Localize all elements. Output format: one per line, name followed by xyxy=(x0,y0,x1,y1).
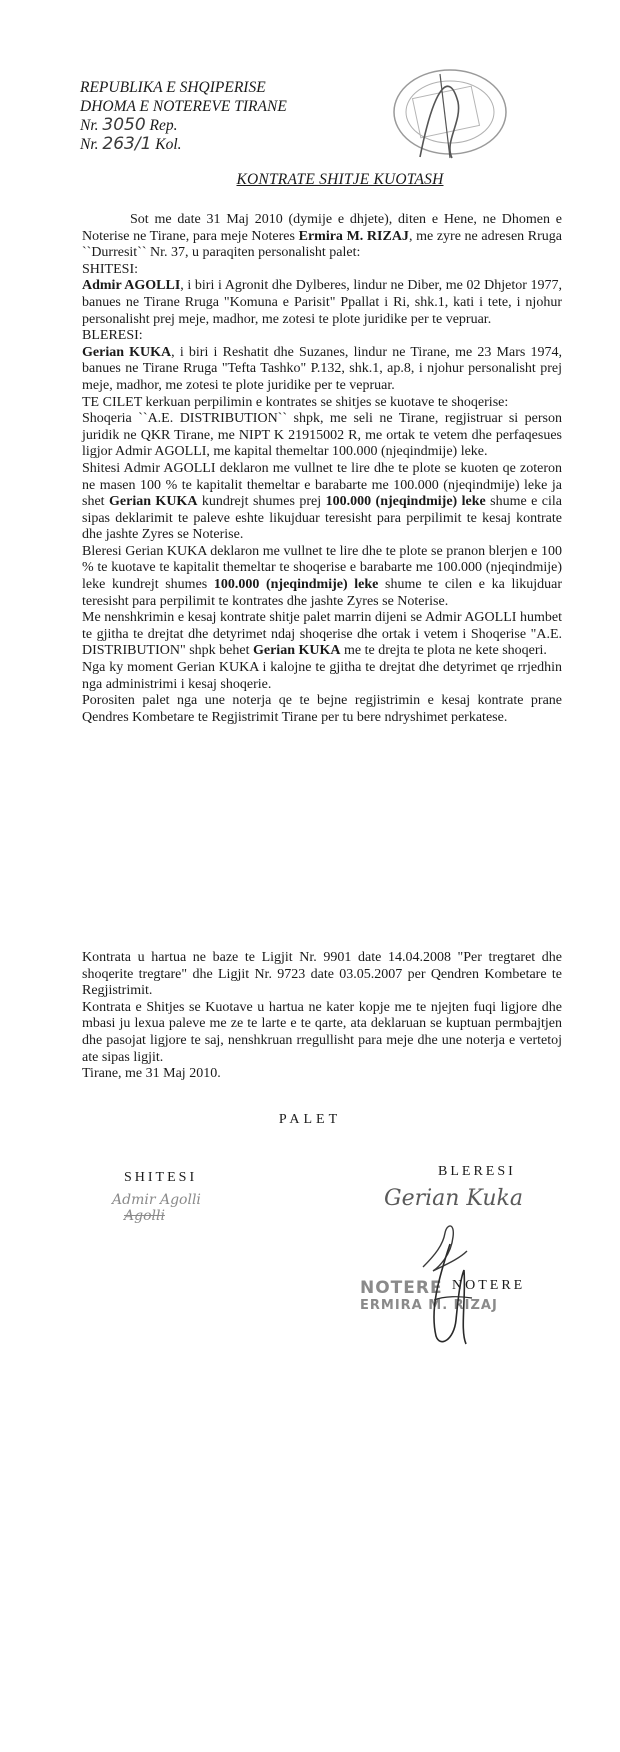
buyer-decl-b: shume te cilen e ka likujduar teresisht para perpilimit te kontrates dhe jashte Zyres se Noterise. xyxy=(82,577,562,609)
contract-closing xyxy=(82,950,562,1083)
seller-details: , i biri i Agronit dhe Dylberes, lindur ne Diber, me 02 Dhjetor 1977, banues ne Tirane Rruga "Komuna e Parisit" Ppallat i Ri, shk.1, kati i tete, i njohur personalisht prej meje, madhor, me zotesi te plote juridike per te vepruar. xyxy=(82,278,562,327)
notary-name: Ermira M. RIZAJ xyxy=(298,228,409,244)
buyer-decl-amount: 100.000 (njeqindmije) leke xyxy=(213,577,379,593)
notary-stamp-name: ERMIRA M. RIZAJ xyxy=(360,1298,498,1313)
header-rep-line xyxy=(80,116,287,135)
intro-text-a: Sot me date 31 Maj 2010 (dymije e dhjete), diten e Hene, ne Dhomen e Noterise ne Tirane, para meje Noteres xyxy=(82,212,562,244)
notary-round-stamp xyxy=(380,62,510,162)
contract-body xyxy=(82,212,562,726)
copies-paragraph: Kontrata e Shitjes se Kuotave u hartua ne kater kopje me te njejten fuqi ligjore dhe mbasi ju lexua paleve me ze te larte e te qarte, ata deklaruan se kuptuan permbajtjen dhe pasojat ligjore te saj, nenshkruan rregullisht para meje dhe une noterja e vertetoj ate sipas ligjit. xyxy=(82,999,562,1065)
buyer-heading: BLERESI: xyxy=(82,328,143,344)
notary-stamp-title: NOTERE xyxy=(360,1278,443,1298)
intro-paragraph xyxy=(82,212,562,262)
notary-signature-icon xyxy=(420,1240,490,1350)
document-header xyxy=(80,78,287,154)
header-republic: REPUBLIKA E SHQIPERISE xyxy=(80,79,266,96)
kol-label: Kol. xyxy=(155,136,182,153)
company-paragraph: Shoqeria ``A.E. DISTRIBUTION`` shpk, me seli ne Tirane, regjistruar si person juridik ne QKR Tirane, me NIPT K 21915002 R, me ortak te vetem dhe perfaqesues ligjor Admir AGOLLI, me kapital themeltar 100.000 (njeqindmije) leke. xyxy=(82,411,562,460)
header-chamber: DHOMA E NOTEREVE TIRANE xyxy=(80,98,287,115)
buyer-label: BLERESI xyxy=(438,1164,516,1179)
notary-label: NOTERE xyxy=(452,1278,526,1293)
kol-number: 263/1 xyxy=(102,134,152,154)
buyer-paragraph xyxy=(82,345,562,395)
buyer-name: Gerian KUKA xyxy=(82,344,172,360)
rep-label: Rep. xyxy=(149,117,178,134)
signing-b: me te drejta te plota ne kete shoqeri. xyxy=(340,643,547,659)
seller-paragraph xyxy=(82,278,562,328)
contract-title: KONTRATE SHITJE KUOTASH xyxy=(236,171,444,188)
buyer-declaration xyxy=(82,544,562,610)
parties-heading: PALET xyxy=(278,1112,342,1127)
intro-text-b: , me zyre ne adresen Rruga ``Durresit`` Nr. 37, u paraqiten personalisht palet: xyxy=(82,228,563,261)
seller-signature-1: Admir Agolli xyxy=(112,1192,201,1208)
seller-signature xyxy=(112,1192,201,1224)
seller-decl-b: kundrejt shumes prej xyxy=(197,494,326,510)
seller-decl-a: Shitesi Admir AGOLLI deklaron me vullnet te lire dhe te plote se kuoten qe zoteron ne masen 100 % te kapitalit themeltar e barabarte me 100.000 (njeqindmije) leke ja shet xyxy=(82,460,562,510)
contract-title-wrap xyxy=(0,171,620,189)
signing-paragraph xyxy=(82,610,562,660)
seller-decl-c: shume e cila sipas deklarimit te paleve eshte likujduar teresisht para perpilimit te kesaj kontrate dhe jashte Zyres se Noterise. xyxy=(82,494,563,543)
signing-a: Me nenshkrimin e kesaj kontrate shitje palet marrin dijeni se Admir AGOLLI humbet te gjitha te drejtat dhe detyrimet ndaj shoqerise dhe ortak i vetem i Shoqerise "A.E. DISTRIBUTION" shpk behet xyxy=(82,610,562,659)
nr-label-2: Nr. xyxy=(80,136,99,153)
seller-decl-amount: 100.000 (njeqindmije) leke xyxy=(325,494,486,510)
parties-request: TE CILET kerkuan perpilimin e kontrates se shitjes se kuotave te shoqerise: xyxy=(82,394,509,410)
buyer-details: , i biri i Reshatit dhe Suzanes, lindur ne Tirane, me 23 Mars 1974, banues ne Tirane Rruga "Tefta Tashko" P.132, shk.1, ap.8, i njohur personalisht prej meje, madhor, me zotesi te plote juridike per te vepruar. xyxy=(82,344,562,393)
seller-declaration xyxy=(82,461,562,544)
nr-label: Nr. xyxy=(80,117,99,134)
buyer-signature: Gerian Kuka xyxy=(384,1186,523,1211)
law-paragraph: Kontrata u hartua ne baze te Ligjit Nr. 9901 date 14.04.2008 "Per tregtaret dhe shoqerite tregtare" dhe Ligjit Nr. 9723 date 03.05.2007 per Qendren Kombetare te Regjistrimit. xyxy=(82,950,562,999)
seller-heading: SHITESI: xyxy=(82,261,138,277)
header-kol-line xyxy=(80,135,287,154)
request-paragraph: Porositen palet nga une noterja qe te bejne regjistrimin e kesaj kontrate prane Qendres Kombetare te Regjistrimit Tirane per tu bere ndryshimet perkatese. xyxy=(82,693,562,725)
rep-number: 3050 xyxy=(102,115,146,135)
place-date: Tirane, me 31 Maj 2010. xyxy=(82,1066,221,1082)
seller-name: Admir AGOLLI xyxy=(82,278,181,294)
rights-paragraph: Nga ky moment Gerian KUKA i kalojne te gjitha te drejtat dhe detyrimet qe rrjedhin nga administrimi i kesaj shoqerie. xyxy=(82,660,562,692)
buyer-decl-a: Bleresi Gerian KUKA deklaron me vullnet te lire dhe te plote se pranon blerjen e 100 % te kuotave te kapitalit themeltar te shoqerise e barabarte me 100.000 (njeqindmije) leke kundrejt shumes xyxy=(82,543,562,593)
seller-signature-2: Agolli xyxy=(124,1208,165,1224)
seller-decl-buyer: Gerian KUKA xyxy=(109,494,198,510)
seller-label: SHITESI xyxy=(124,1170,198,1185)
signing-buyer: Gerian KUKA xyxy=(252,643,341,659)
